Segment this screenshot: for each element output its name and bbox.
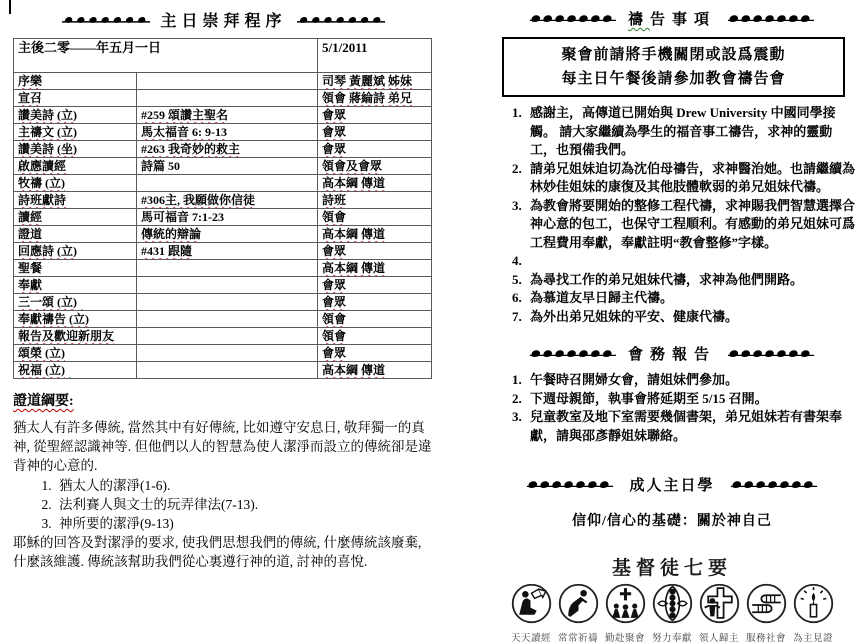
- scroll-ornament-icon: [527, 348, 619, 359]
- program-row: 序樂 司琴 黃麗斌 姊妹: [14, 73, 432, 90]
- prayer-item: 6. 為慕道友早日歸主代禱。: [525, 289, 855, 308]
- adult-sunday-school-title: 成人主日學: [629, 478, 715, 494]
- notice-line-prayer-meeting: 每主日午餐後請參加教會禱告會: [561, 71, 786, 87]
- essential-offering: 努力奉獻: [651, 583, 693, 644]
- prayer-item: [525, 252, 855, 271]
- prayer-items-list: [489, 104, 855, 326]
- service-date: 主後二零——年五月一日: [14, 39, 318, 73]
- outline-point: 2. 法利賽人與文士的玩弄律法(7-13).: [55, 495, 434, 514]
- program-row: 奉獻 會眾: [14, 277, 432, 294]
- program-row: 奉獻禱告 (立) 領會: [14, 311, 432, 328]
- program-row: 讀經 馬可福音 7:1-23 領會: [14, 209, 432, 226]
- sermon-outline-points: [13, 476, 434, 533]
- prayer-item: 1. 感謝主，高傳道已開始與 Drew University 中國同學接觸。 請大家繼續為學生的福音事工禱告，求神的靈動工，也預備我們。: [525, 104, 855, 160]
- candle-icon: [793, 583, 834, 624]
- seven-essentials-title: 基督徒七要: [611, 558, 732, 579]
- page-margin-mark: [9, 0, 11, 14]
- report-item: 2. 下週母親節，執事會將延期至 5/15 召開。: [525, 390, 855, 409]
- program-row: 讚美詩 (坐) #263 我奇妙的救主 會眾: [14, 141, 432, 158]
- program-row: 三一頌 (立) 會眾: [14, 294, 432, 311]
- seven-essentials-logo: [489, 553, 855, 644]
- essential-serve: 服務社會: [745, 583, 787, 644]
- prayer-item: 3. 為教會將要開始的整修工程代禱，求神賜我們智慧選擇合神心意的包工，也保守工程順利。有感動的弟兄姐妹可爲工程費用奉獻，奉獻註明“教會整修”字樣。: [525, 197, 855, 253]
- worship-program-page: [13, 8, 434, 571]
- scroll-ornament-icon: [296, 14, 386, 26]
- worship-program-header: [13, 8, 434, 31]
- loaves-fishes-icon: [652, 583, 693, 624]
- sermon-outline-paragraph: 猶太人有許多傳統, 當然其中有好傳統, 比如遵守安息日, 敬拜獨一的真神, 從聖經認識神等. 但他們以人的智慧為使人潔淨而設立的傳統卻是違背神的心意的.: [13, 420, 432, 473]
- scroll-ornament-icon: [520, 479, 620, 490]
- essential-witness: 為主見證: [792, 583, 834, 644]
- prayer-item: 7. 為外出弟兄姐妹的平安、健康代禱。: [525, 308, 855, 327]
- program-row: 讚美詩 (立) #259 頌讚主聖名 會眾: [14, 107, 432, 124]
- program-row: 證道 傳統的辯論 高本綱 傳道: [14, 226, 432, 243]
- program-row: 回應詩 (立) #431 跟隨 會眾: [14, 243, 432, 260]
- essential-attend: 勤赴聚會: [604, 583, 646, 644]
- program-row: 祝福 (立) 高本綱 傳道: [14, 362, 432, 379]
- sermon-outline-heading: 證道綱要:: [13, 394, 74, 409]
- report-items-list: [489, 371, 855, 445]
- prayer-items-header: [489, 8, 855, 29]
- reading-bible-icon: [511, 583, 552, 624]
- program-row: 詩班獻詩 #306主, 我願做你信徒 詩班: [14, 192, 432, 209]
- essential-pray: 常常祈禱: [557, 583, 599, 644]
- essential-lead-souls: 領人歸主: [698, 583, 740, 644]
- congregation-icon: [605, 583, 646, 624]
- sermon-outline-conclusion: 耶穌的回答及對潔淨的要求, 使我們思想我們的傳統, 什麼傳統該廢棄, 什麼該維護. 傳統該幫助我們從心裏遵行神的道, 討神的喜悅.: [13, 535, 422, 569]
- page-title: 主日崇拜程序: [160, 13, 287, 30]
- notice-box: [502, 37, 845, 97]
- program-row: 聖餐 高本綱 傳道: [14, 260, 432, 277]
- program-row: 宣召 領會 蔣綸詩 弟兄: [14, 90, 432, 107]
- scroll-ornament-icon: [725, 348, 817, 359]
- program-row: 牧禱 (立) 高本綱 傳道: [14, 175, 432, 192]
- prayer-item: 2. 請弟兄姐妹迫切為沈伯母禱告，求神醫治她。也請繼續為林妙佳姐妹的康復及其他肢體軟弱的弟兄姐妹代禱。: [525, 160, 855, 197]
- scroll-ornament-icon: [724, 479, 824, 490]
- program-header-row: [14, 39, 432, 73]
- program-row: 頌榮 (立) 會眾: [14, 345, 432, 362]
- announcements-page: [489, 8, 855, 644]
- praying-icon: [558, 583, 599, 624]
- scroll-ornament-icon: [725, 13, 817, 24]
- program-row: 主禱文 (立) 馬太福音 6: 9-13 會眾: [14, 124, 432, 141]
- prayer-items-title: 禱告事項: [627, 12, 717, 28]
- helping-hands-icon: [746, 583, 787, 624]
- program-table-body: [14, 39, 432, 379]
- program-row: 報告及歡迎新朋友 領會: [14, 328, 432, 345]
- outline-point: 1. 猶太人的潔淨(1-6).: [55, 476, 434, 495]
- prayer-item: 5. 為尋找工作的弟兄姐妹代禱，求神為他們開路。: [525, 271, 855, 290]
- adult-sunday-school-header: [489, 474, 855, 495]
- report-title: 會務報告: [627, 347, 716, 363]
- essential-read-bible: 天天讀經: [510, 583, 552, 644]
- report-item: 1. 午餐時召開婦女會，請姐妹們參加。: [525, 371, 855, 390]
- outline-point: 3. 神所要的潔淨(9-13): [55, 514, 434, 533]
- report-header: [489, 343, 855, 364]
- service-date-numeric: 5/1/2011: [318, 39, 432, 73]
- report-item: 3. 兒童教室及地下室需要幾個書架，弟兄姐妹若有書架奉獻，請與邵彥靜姐妹聯絡。: [525, 408, 855, 445]
- sunday-school-topic: 信仰/信心的基礎：關於神自己: [572, 514, 772, 529]
- worship-program-table: [13, 38, 432, 379]
- person-cross-icon: [699, 583, 740, 624]
- scroll-ornament-icon: [527, 13, 619, 24]
- scroll-ornament-icon: [61, 14, 151, 26]
- notice-line-phones: 聚會前請將手機關閉或設爲震動: [561, 47, 786, 63]
- program-row: 啟應讀經 詩篇 50 領會及會眾: [14, 158, 432, 175]
